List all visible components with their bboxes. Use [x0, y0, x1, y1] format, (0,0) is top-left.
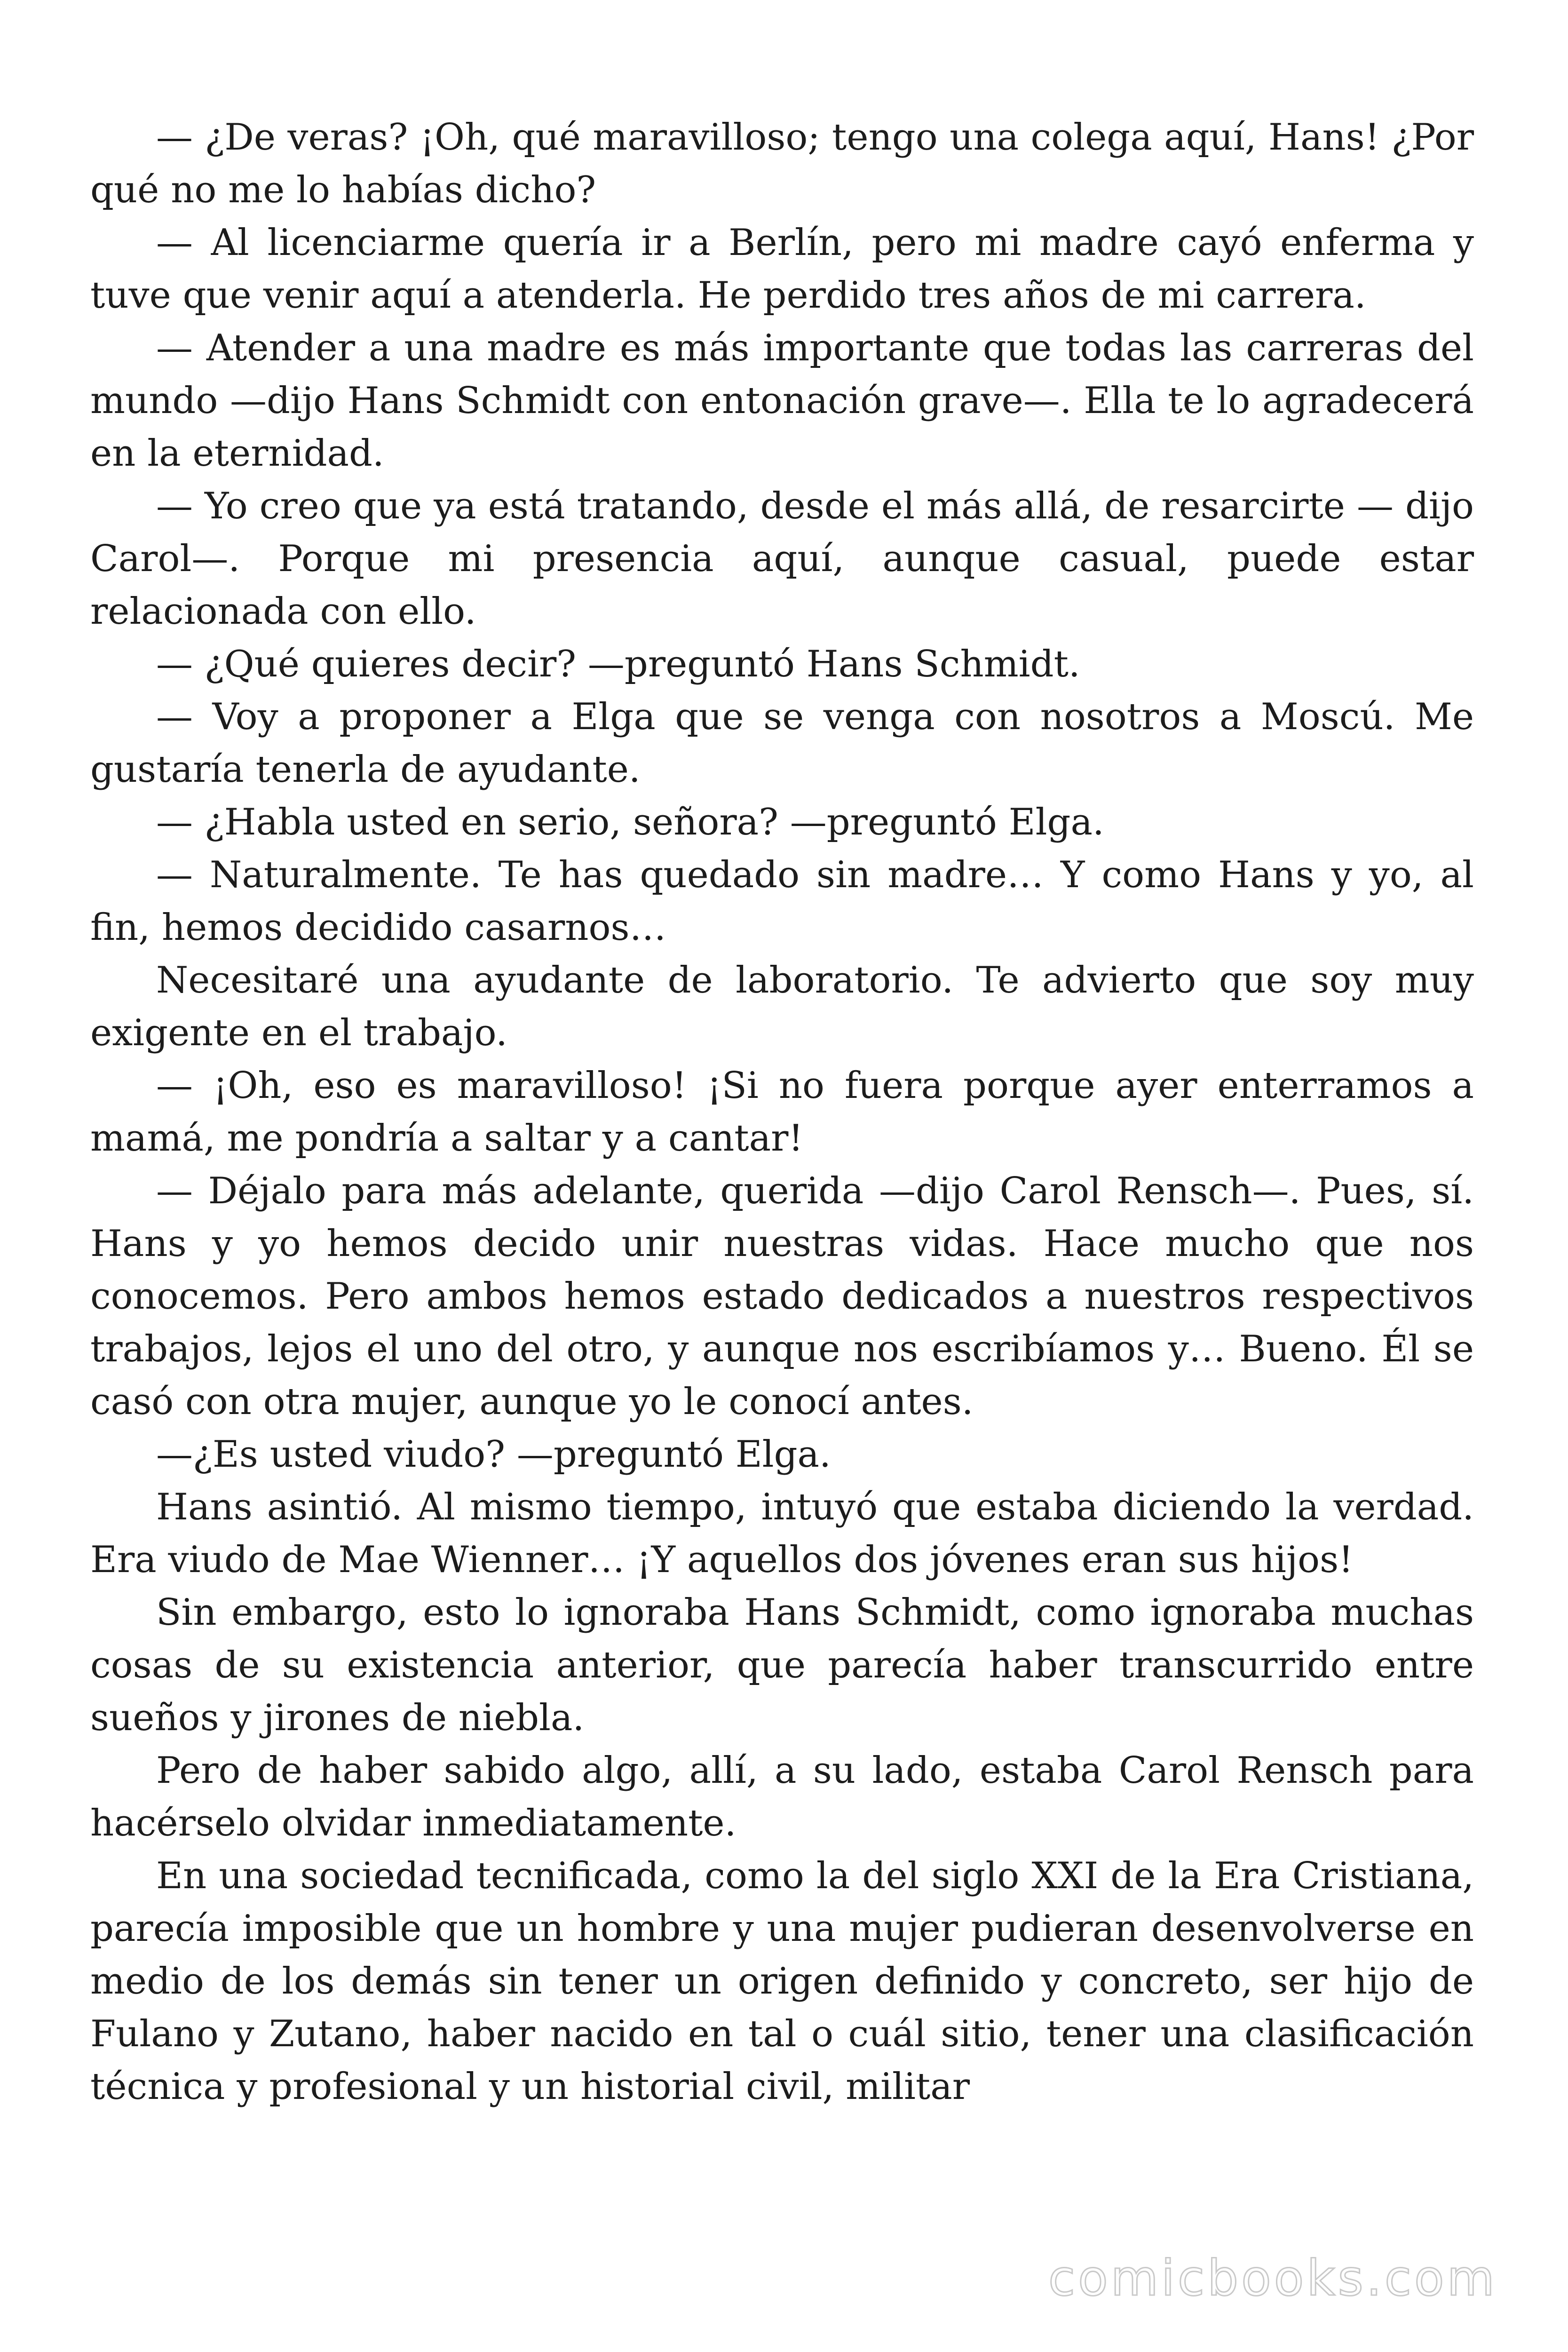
paragraph: — ¿Qué quieres decir? —preguntó Hans Schmidt. [156, 643, 1080, 685]
paragraph: Pero de haber sabido algo, allí, a su lado, estaba Carol Rensch para hacérselo olvidar inmediatamente. [90, 1749, 1474, 1844]
paragraph: — ¡Oh, eso es maravilloso! ¡Si no fuera porque ayer enterramos a mamá, me pondría a saltar y a cantar! [90, 1065, 1474, 1160]
paragraph: Sin embargo, esto lo ignoraba Hans Schmidt, como ignoraba muchas cosas de su existencia anterior, que parecía haber transcurrido entre sueños y jirones de niebla. [90, 1591, 1474, 1739]
page-body [90, 111, 1474, 2113]
paragraph: —¿Es usted viudo? —preguntó Elga. [156, 1433, 831, 1476]
paragraph: — Déjalo para más adelante, querida —dijo Carol Rensch—. Pues, sí. Hans y yo hemos decido unir nuestras vidas. Hace mucho que nos conocemos. Pero ambos hemos estado dedicados a nuestros respectivos trabajos, lejos el uno del otro, y aunque nos escribíamos y… Bueno. Él se casó con otra mujer, aunque yo le conocí antes. [90, 1170, 1474, 1423]
paragraph: Hans asintió. Al mismo tiempo, intuyó que estaba diciendo la verdad. Era viudo de Mae Wienner… ¡Y aquellos dos jóvenes eran sus hijos! [90, 1486, 1474, 1581]
paragraph: — ¿De veras? ¡Oh, qué maravilloso; tengo una colega aquí, Hans! ¿Por qué no me lo habías dicho? [90, 116, 1474, 211]
paragraph: — Al licenciarme quería ir a Berlín, pero mi madre cayó enferma y tuve que venir aquí a atenderla. He perdido tres años de mi carrera. [90, 222, 1474, 317]
paragraph: — Yo creo que ya está tratando, desde el más allá, de resarcirte — dijo Carol—. Porque mi presencia aquí, aunque casual, puede estar relacionada con ello. [90, 485, 1474, 633]
paragraph: — ¿Habla usted en serio, señora? —preguntó Elga. [156, 801, 1104, 843]
paragraph: — Voy a proponer a Elga que se venga con nosotros a Moscú. Me gustaría tenerla de ayudante. [90, 696, 1474, 791]
watermark: comicbooks.com [1048, 2249, 1497, 2307]
paragraph: — Atender a una madre es más importante que todas las carreras del mundo —dijo Hans Schmidt con entonación grave—. Ella te lo agradecerá en la eternidad. [90, 327, 1474, 475]
paragraph: En una sociedad tecnificada, como la del siglo XXI de la Era Cristiana, parecía imposible que un hombre y una mujer pudieran desenvolverse en medio de los demás sin tener un origen definido y concreto, ser hijo de Fulano y Zutano, haber nacido en tal o cuál sitio, tener una clasificación técnica y profesional y un historial civil, militar [90, 1855, 1474, 2108]
paragraph: Necesitaré una ayudante de laboratorio. Te advierto que soy muy exigente en el trabajo. [90, 959, 1474, 1054]
paragraph: — Naturalmente. Te has quedado sin madre… Y como Hans y yo, al fin, hemos decidido casarnos… [90, 854, 1474, 949]
